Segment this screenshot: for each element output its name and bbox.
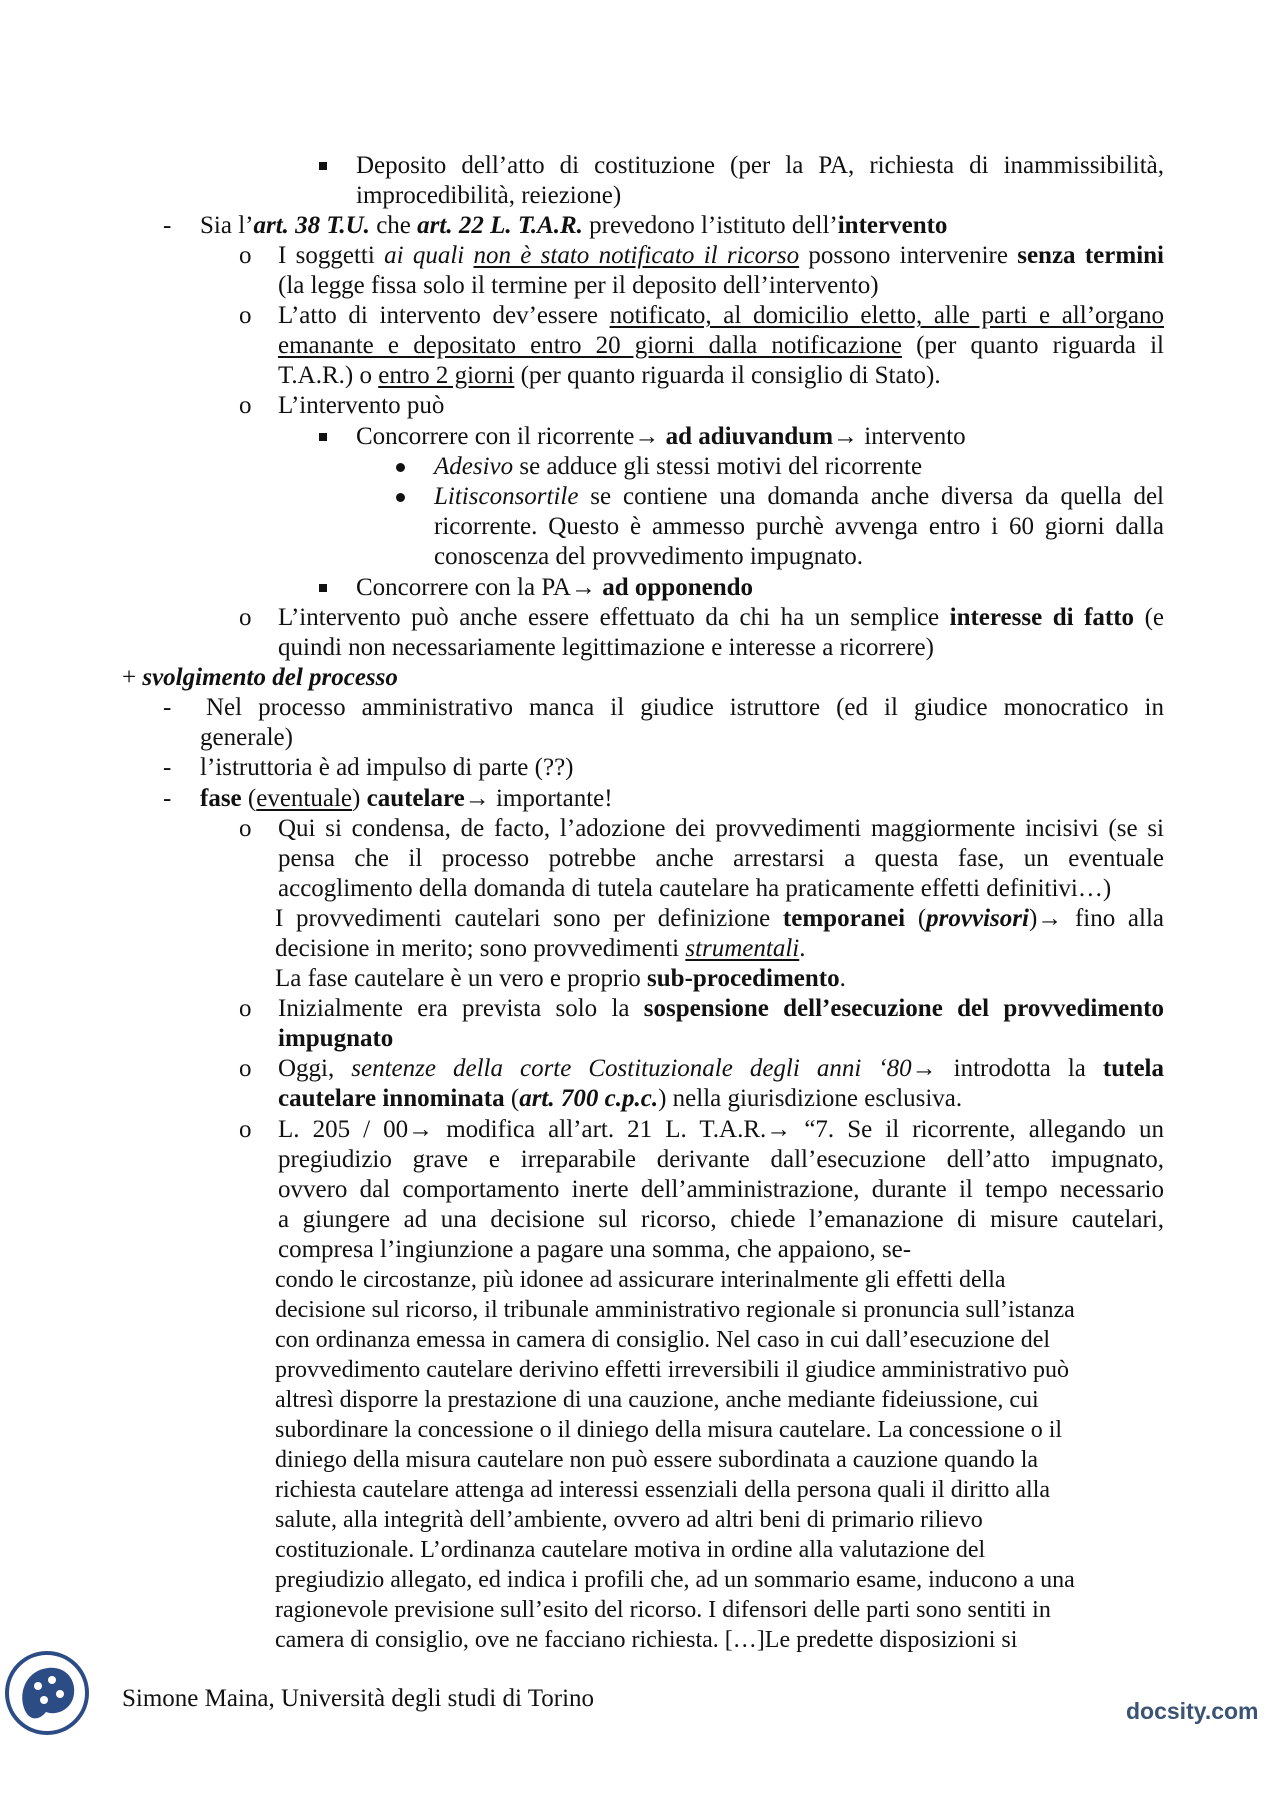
text-line: I provvedimenti cautelari sono per definizione temporanei (provvisori)→ fino alla [275,905,1165,932]
text-line: accoglimento della domanda di tutela cautelare ha praticamente effetti definitivi…) [278,875,1112,902]
text-line: impugnato [278,1025,394,1052]
text-line: emanante e depositato entro 20 giorni dalla notificazione (per quanto riguarda il [278,332,1165,359]
circle-bullet: o [239,815,252,842]
text-line: subordinare la concessione o il diniego della misura cautelare. La concessione o il [275,1417,1063,1443]
text-line: (la legge fissa solo il termine per il deposito dell’intervento) [278,272,879,299]
text-line: ricorrente. Questo è ammesso purchè avvenga entro i 60 giorni dalla [434,513,1164,540]
text-line: pensa che il processo potrebbe anche arrestarsi a questa fase, un eventuale [278,845,1164,872]
text-line: camera di consiglio, ove ne facciano richiesta. […]Le predette disposizioni si [275,1627,1018,1653]
text-line: ragionevole previsione sull’esito del ricorso. I difensori delle parti sono sentiti in [275,1597,1051,1623]
text-line: Qui si condensa, de facto, l’adozione dei provvedimenti maggiormente incisivi (se si [278,815,1164,842]
square-bullet-icon [319,584,327,592]
round-bullet-icon [396,493,405,502]
square-bullet-icon [319,433,327,441]
text-line: condo le circostanze, più idonee ad assicurare interinalmente gli effetti della [275,1267,1006,1293]
text-line: richiesta cautelare attenga ad interessi essenziali della persona quali il diritto alla [275,1477,1051,1503]
text-line: Sia l’art. 38 T.U. che art. 22 L. T.A.R. prevedono l’istituto dell’intervento [200,212,948,239]
text-line: L’intervento può anche essere effettuato da chi ha un semplice interesse di fatto (e [278,604,1165,631]
text-line: L’intervento può [278,392,445,419]
text-line: costituzionale. L’ordinanza cautelare motiva in ordine alla valutazione del [275,1537,986,1563]
text-line: Litisconsortile se contiene una domanda anche diversa da quella del [434,483,1164,510]
dash-bullet: - [163,694,172,721]
text-line: generale) [200,724,293,751]
circle-bullet: o [239,1055,252,1082]
footer-author: Simone Maina, Università degli studi di Torino [122,1685,595,1712]
section-heading: + svolgimento del processo [122,664,398,691]
text-line: pregiudizio grave e irreparabile derivante dall’esecuzione dell’atto impugnato, [278,1146,1164,1173]
text-line: salute, alla integrità dell’ambiente, ovvero ad altri beni di primario rilievo [275,1507,983,1533]
text-line: pregiudizio allegato, ed indica i profili che, ad un sommario esame, inducono a una [275,1567,1075,1593]
text-line: T.A.R.) o entro 2 giorni (per quanto riguarda il consiglio di Stato). [278,362,941,389]
docsity-brand-link[interactable]: docsity.com [1126,1698,1259,1724]
text-line: Nel processo amministrativo manca il giudice istruttore (ed il giudice monocratico in [206,694,1164,721]
circle-bullet: o [239,604,252,631]
text-line: I soggetti ai quali non è stato notificato il ricorso possono intervenire senza termini [278,242,1164,269]
circle-bullet: o [239,392,252,419]
text-line: Oggi, sentenze della corte Costituzionale degli anni ‘80→ introdotta la tutela [278,1055,1165,1082]
text-line: compresa l’ingiunzione a pagare una somma, che appaiono, se- [278,1236,912,1263]
text-line: La fase cautelare è un vero e proprio sub-procedimento. [275,965,846,992]
circle-bullet: o [239,302,252,329]
text-line: L. 205 / 00→ modifica all’art. 21 L. T.A.R.→ “7. Se il ricorrente, allegando un [278,1116,1164,1143]
text-line: diniego della misura cautelare non può essere subordinata a cauzione quando la [275,1447,1039,1473]
text-line: fase (eventuale) cautelare→ importante! [200,785,613,812]
circle-bullet: o [239,995,252,1022]
text-line: Inizialmente era prevista solo la sospensione dell’esecuzione del provvedimento [278,995,1164,1022]
text-line: quindi non necessariamente legittimazione e interesse a ricorrere) [278,634,934,661]
text-line: cautelare innominata (art. 700 c.p.c.) nella giurisdizione esclusiva. [278,1085,963,1112]
round-bullet-icon [396,463,405,472]
text-line: decisione in merito; sono provvedimenti strumentali. [275,935,806,962]
text-line: decisione sul ricorso, il tribunale amministrativo regionale si pronuncia sull’istanza [275,1297,1075,1323]
text-line: Concorrere con il ricorrente→ ad adiuvandum→ intervento [356,423,966,450]
circle-bullet: o [239,1116,252,1143]
text-line: Deposito dell’atto di costituzione (per la PA, richiesta di inammissibilità, [356,152,1164,179]
text-line: L’atto di intervento dev’essere notificato, al domicilio eletto, alle parti e all’organo [278,302,1164,329]
text-line: l’istruttoria è ad impulso di parte (??) [200,754,574,781]
text-line: ovvero dal comportamento inerte dell’amministrazione, durante il tempo necessario [278,1176,1164,1203]
text-line: provvedimento cautelare derivino effetti irreversibili il giudice amministrativo può [275,1357,1069,1383]
text-line: Concorrere con la PA→ ad opponendo [356,574,754,601]
docsity-logo-icon [4,1650,90,1736]
text-line: a giungere ad una decisione sul ricorso, chiede l’emanazione di misure cautelari, [278,1206,1164,1233]
text-line: improcedibilità, reiezione) [356,182,622,209]
square-bullet-icon [319,162,327,170]
dash-bullet: - [163,754,172,781]
text-line: con ordinanza emessa in camera di consiglio. Nel caso in cui dall’esecuzione del [275,1327,1051,1353]
text-line: conoscenza del provvedimento impugnato. [434,543,864,570]
dash-bullet: - [163,785,172,812]
dash-bullet: - [163,212,172,239]
text-line: altresì disporre la prestazione di una cauzione, anche mediante fideiussione, cui [275,1387,1039,1413]
text-line: Adesivo se adduce gli stessi motivi del ricorrente [434,453,923,480]
circle-bullet: o [239,242,252,269]
